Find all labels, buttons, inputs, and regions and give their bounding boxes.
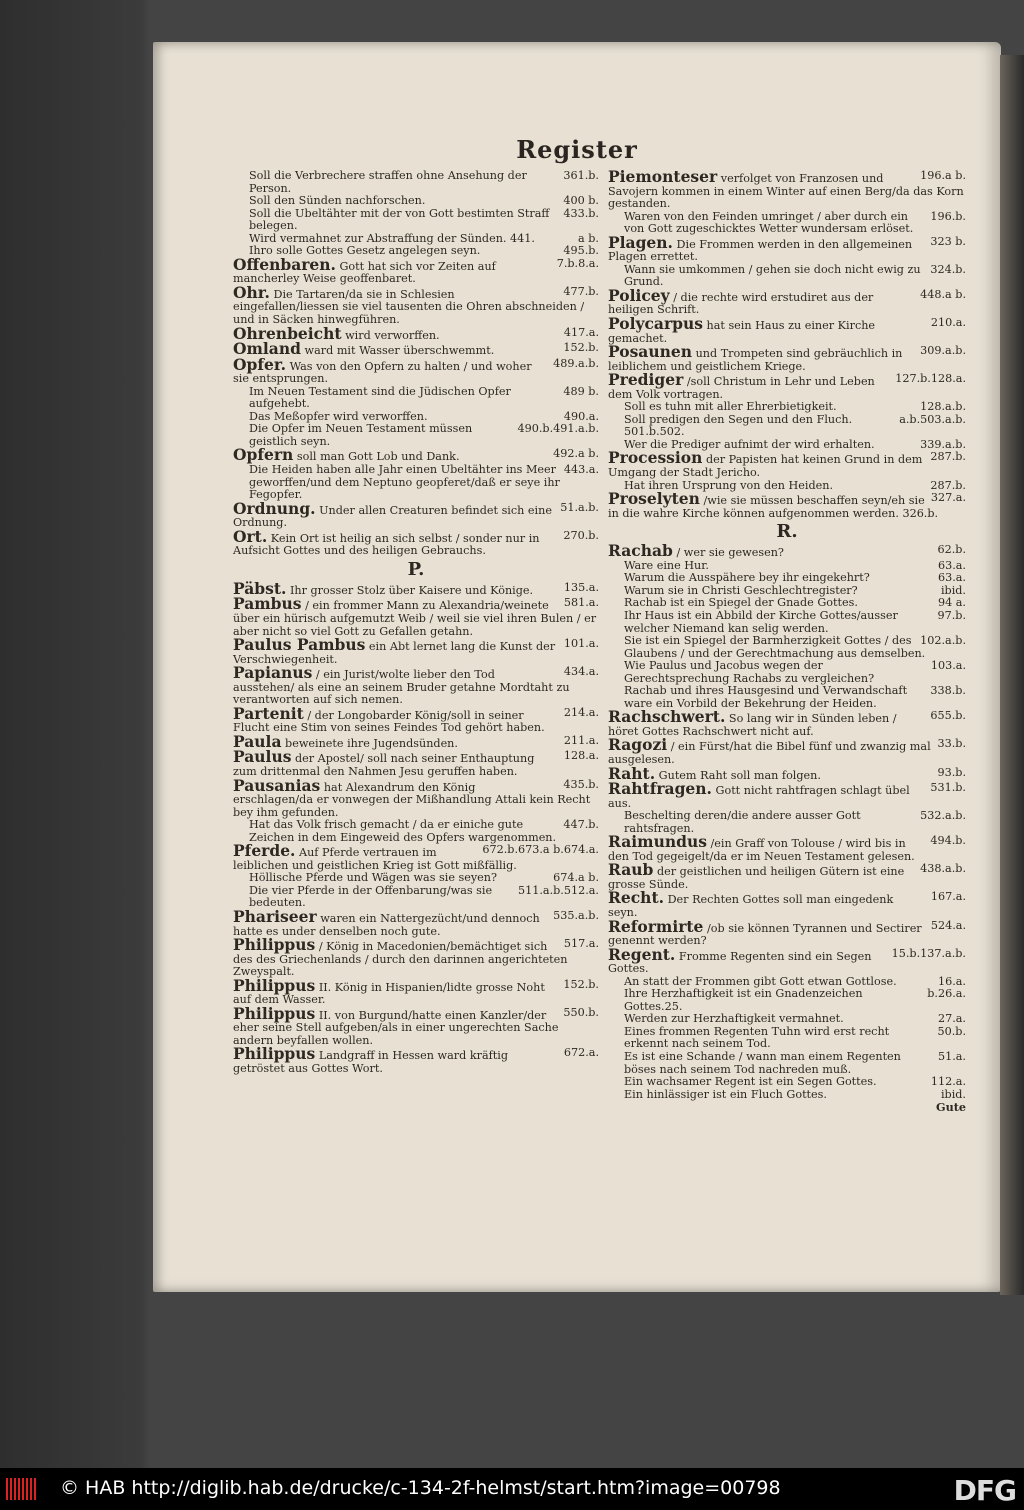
subentry-text: Höllische Pferde und Wägen was sie seyen? [249, 871, 498, 885]
entry-headword: Pausanias [233, 775, 321, 795]
subentry-text: Es ist eine Schande / wann man einem Regenten böses nach seinem Tod nachreden muß. [624, 1050, 901, 1076]
page-reference: 339.a.b. [920, 437, 966, 451]
subentry-text: Ein hinlässiger ist ein Fluch Gottes. [624, 1087, 827, 1101]
index-entry [233, 635, 599, 666]
index-entry [608, 167, 966, 211]
subentry-text: Soll die Verbrechere straffen ohne Ansehung der Person. [249, 169, 527, 195]
entry-text: der Apostel/ soll nach seiner Enthauptung zum drittenmal den Nahmen Jesu geruffen haben. [233, 752, 535, 778]
subentry-text: Soll den Sünden nachforschen. [249, 194, 426, 208]
index-subentry [608, 635, 966, 660]
page-reference: 309.a.b. [920, 344, 966, 358]
page-reference: 103.a. [930, 659, 966, 673]
index-entry [233, 498, 599, 530]
entry-headword: Opfer. [233, 354, 287, 374]
entry-text: / König in Macedonien/bemächtiget sich des des Griechenlands / durch den darinnen angerichteten Zweyspalt. [233, 940, 568, 979]
index-subentry [608, 414, 966, 439]
subentry-text: Hat das Volk frisch gemacht / da er einiche gute Zeichen in dem Eingeweid des Opfers wargenommen. [249, 818, 557, 844]
index-entry [608, 314, 966, 345]
entry-text: Kein Ort ist heilig an sich selbst / sonder nur in Aufsicht Gottes und des heiligen Gebrauchs. [233, 531, 540, 558]
subentry-text: Ein wachsamer Regent ist ein Segen Gottes. [624, 1075, 877, 1089]
index-entry [233, 975, 599, 1007]
page-reference: 338.b. [930, 684, 966, 698]
entry-text: soll man Gott Lob und Dank. [296, 450, 460, 464]
subentry-text: Soll die Ubeltähter mit der von Gott bestimten Straff belegen. [249, 206, 550, 233]
entry-text: Ihr grosser Stolz über Kaisere und Könige. [289, 583, 534, 597]
index-entry [233, 935, 599, 979]
entry-headword: Opfern [233, 445, 294, 465]
index-entry [233, 775, 599, 820]
index-entry [608, 342, 966, 373]
page-reference: 323 b. [930, 234, 966, 248]
subentry-text: Ware eine Hur. [624, 558, 709, 572]
page-reference: 102.a.b. [920, 634, 966, 648]
entry-text: Landgraff in Hessen ward kräftig getröstet aus Gottes Wort. [233, 1049, 509, 1075]
section-letter: R. [776, 521, 798, 543]
entry-headword: Ohr. [233, 282, 270, 302]
index-entry [608, 916, 966, 948]
entry-text: Die Frommen werden in den allgemeinen Plagen errettet. [608, 237, 913, 264]
index-subentry [608, 610, 966, 635]
entry-text: Fromme Regenten sind ein Segen Gottes. [608, 949, 872, 976]
page-reference: 63.a. [937, 571, 966, 585]
page-reference: 433.b. [563, 206, 599, 220]
page-reference: 7.b.8.a. [556, 256, 599, 270]
entry-headword: Reformirte [608, 916, 704, 936]
entry-text: / ein frommer Mann zu Alexandria/weinete über ein hürisch aufgemutzt Weib / weil sie viel ihren Bulen / er aber nicht so viel Gott zu Gefallen getahn. [233, 599, 597, 638]
entry-headword: Partenit [233, 703, 304, 723]
subentry-text: Wer die Prediger aufnimt der wird erhalten. [624, 437, 875, 451]
index-entry [608, 489, 966, 520]
page-reference: 27.a. [937, 1012, 966, 1026]
index-subentry [608, 1089, 966, 1102]
subentry-text: Wie Paulus und Jacobus wegen der Gerechtsprechung Rachabs zu vergleichen? [624, 659, 875, 685]
page-reference: 51.a.b. [560, 500, 599, 514]
entry-text: / wer sie gewesen? [676, 546, 784, 560]
subentry-text: Soll es tuhn mit aller Ehrerbietigkeit. [624, 400, 837, 414]
entry-text: der geistlichen und heiligen Gütern ist eine grosse Sünde. [608, 865, 905, 891]
index-entry [608, 541, 966, 561]
entry-headword: Plagen. [608, 232, 673, 252]
index-entry [233, 1044, 599, 1075]
page-reference: 50.b. [937, 1024, 966, 1038]
entry-text: wird verworffen. [345, 328, 440, 342]
entry-text: und Trompeten sind gebräuchlich in leiblichem und geistlichem Kriege. [608, 347, 903, 373]
page-reference: 511.a.b.512.a. [518, 883, 599, 897]
entry-text: Die Tartaren/da sie in Schlesien eingefallen/liessen sie viel tausenten die Ohren abschneiden / und in Säcken hinwegführen. [233, 287, 585, 327]
index-entry [233, 663, 599, 707]
page-reference: 101.a. [563, 637, 599, 651]
page-reference: 435.b. [563, 777, 599, 791]
index-entry [233, 594, 599, 638]
entry-headword: Prediger [608, 370, 684, 390]
index-entry [233, 841, 599, 872]
index-entry [233, 526, 599, 558]
index-entry [608, 285, 966, 317]
page-reference: 490.b.491.a.b. [517, 422, 599, 436]
page-reference: a.b.503.a.b. [899, 412, 966, 426]
subentry-text: Soll predigen den Segen und den Fluch. 501.b.502. [624, 412, 853, 439]
entry-headword: Rachschwert. [608, 707, 726, 727]
subentry-text: Ihro solle Gottes Gesetz angelegen seyn. [249, 244, 481, 258]
entry-text: Gutem Raht soll man folgen. [658, 768, 821, 782]
index-subentry [233, 208, 599, 233]
entry-headword: Papianus [233, 663, 313, 683]
page-reference: 443.a. [563, 463, 599, 477]
subentry-text: Werden zur Herzhaftigkeit vermahnet. [624, 1012, 844, 1026]
entry-text: Der Rechten Gottes soll man eingedenk seyn. [608, 893, 894, 919]
entry-headword: Recht. [608, 888, 665, 908]
book-page [153, 42, 1001, 1292]
entry-headword: Paulus Pambus [233, 635, 366, 655]
entry-text: So lang wir in Sünden leben / höret Gottes Rachschwert nicht auf. [608, 712, 897, 738]
page-reference: 532.a.b. [920, 809, 966, 823]
subentry-text: Eines frommen Regenten Tuhn wird erst recht erkennt nach seinem Tod. [624, 1024, 890, 1051]
entry-text: ein Abt lernet lang die Kunst der Verschwiegenheit. [233, 640, 556, 666]
entry-text: II. König in Hispanien/lidte grosse Noht auf dem Wasser. [233, 980, 545, 1007]
index-entry [608, 735, 966, 766]
page-reference: 93.b. [937, 765, 966, 779]
subentry-text: Hat ihren Ursprung von den Heiden. [624, 478, 834, 492]
entry-headword: Pambus [233, 594, 302, 614]
index-entry [233, 747, 599, 778]
entry-text: Under allen Creaturen befindet sich eine Ordnung. [233, 503, 552, 530]
index-entry [233, 906, 599, 938]
entry-headword: Paula [233, 731, 282, 751]
index-subentry [608, 1051, 966, 1076]
entry-headword: Raht. [608, 763, 656, 783]
index-entry [608, 860, 966, 891]
subentry-text: Rachab ist ein Spiegel der Gnade Gottes. [624, 596, 858, 610]
entry-headword: Proselyten [608, 489, 700, 509]
page-reference: 448.a b. [920, 287, 966, 301]
entry-headword: Philippus [233, 975, 316, 995]
entry-text: hat sein Haus zu einer Kirche gemachet. [608, 319, 876, 345]
entry-headword: Offenbaren. [233, 254, 336, 274]
entry-text: Auf Pferde vertrauen im leiblichen und geistlichen Krieg ist Gott mißfällig. [233, 846, 517, 872]
index-entry [608, 779, 966, 810]
page-reference: 196.a b. [920, 169, 966, 182]
entry-text: Was von den Opfern zu halten / und woher sie entsprungen. [233, 359, 532, 386]
entry-text: der Papisten hat keinen Grund in dem Umgang der Stadt Jericho. [608, 453, 923, 480]
entry-text: / die rechte wird erstudiret aus der heiligen Schrift. [608, 290, 874, 317]
page-reference: 270.b. [563, 528, 599, 542]
page-reference: 196.b. [930, 209, 966, 223]
page-reference: 417.a. [563, 325, 599, 339]
copyright-link[interactable]: © HAB http://diglib.hab.de/drucke/c-134-2f-helmst/start.htm?image=00798 [60, 1477, 781, 1499]
index-entry [233, 703, 599, 735]
subentry-text: Ihre Herzhaftigkeit ist ein Gnadenzeichen Gottes.25. [624, 987, 863, 1013]
page-reference: 655.b. [930, 709, 966, 723]
entry-text: beweinete ihre Jugendsünden. [285, 736, 458, 750]
entry-headword: Ohrenbeicht [233, 323, 342, 343]
footer-bar [0, 1468, 1024, 1510]
index-entry [608, 888, 966, 919]
entry-headword: Phariseer [233, 906, 317, 926]
index-subentry [608, 660, 966, 685]
index-entry [608, 832, 966, 863]
page-reference: 97.b. [937, 608, 966, 622]
entry-text: hat Alexandrum den König erschlagen/da er vonwegen der Mißhandlung Attali kein Recht bey ihm gefunden. [233, 780, 591, 819]
entry-headword: Philippus [233, 1003, 316, 1023]
section-letter: P. [407, 558, 425, 580]
page-reference: b.26.a. [927, 987, 966, 1001]
page-reference: 128.a.b. [920, 400, 966, 414]
entry-headword: Ragozi [608, 735, 668, 755]
index-column-left [233, 170, 599, 1076]
entry-headword: Philippus [233, 1044, 316, 1064]
entry-text: / ein Jurist/wolte lieber den Tod ausstehen/ als eine an seinem Bruder getahne Mordtaht zu verantworten auf sich nemen. [233, 668, 570, 707]
page-reference: 51.a. [937, 1050, 966, 1063]
index-entry [608, 944, 966, 976]
page-reference: 211.a. [563, 733, 599, 747]
page-reference: 152.b. [563, 977, 599, 991]
page-reference: 94 a. [937, 596, 966, 610]
entry-headword: Paulus [233, 747, 292, 767]
index-entry [608, 707, 966, 738]
index-entry [608, 370, 966, 401]
page-reference: 531.b. [930, 781, 966, 795]
subentry-text: Wann sie umkommen / gehen sie doch nicht ewig zu Grund. [624, 262, 921, 289]
index-subentry [233, 386, 599, 411]
index-subentry [608, 1026, 966, 1051]
index-entry [233, 254, 599, 286]
page-reference: a b. [578, 231, 599, 245]
page-reference: 62.b. [937, 543, 966, 557]
subentry-text: Warum sie in Christi Geschlechtregister? [624, 583, 858, 597]
index-subentry [233, 464, 599, 502]
entry-headword: Rahtfragen. [608, 779, 712, 799]
page-reference: 33.b. [937, 737, 966, 751]
page-reference: 550.b. [563, 1005, 599, 1019]
page-reference: 327.a. [930, 491, 966, 505]
entry-headword: Policey [608, 285, 670, 305]
page-reference: 434.a. [563, 665, 599, 679]
entry-headword: Regent. [608, 944, 676, 964]
page-reference: 447.b. [563, 818, 599, 832]
entry-text: /ob sie können Tyrannen und Sectirer genennt werden? [608, 921, 922, 948]
page-reference: 438.a.b. [920, 862, 966, 876]
page-reference: 16.a. [937, 974, 966, 988]
page-reference: 494.b. [930, 834, 966, 848]
page-reference: 490.a. [563, 409, 599, 423]
index-entry [233, 339, 599, 359]
subentry-text: Rachab und ihres Hausgesind und Verwandschaft ware ein Vorbild der Bekehrung der Heiden. [624, 684, 908, 710]
index-subentry [608, 988, 966, 1013]
page-reference: 477.b. [563, 284, 599, 298]
entry-text: /ein Graff von Tolouse / wird bis in den Tod gegeigelt/da er im Neuen Testament gelesen. [608, 837, 915, 863]
entry-text: /wie sie müssen beschaffen seyn/eh sie in die wahre Kirche können aufgenommen werden. 326.b. [608, 494, 939, 520]
entry-text: Gott hat sich vor Zeiten auf mancherley Weise geoffenbaret. [233, 259, 496, 286]
page-reference: 324.b. [930, 262, 966, 276]
subentry-text: Das Meßopfer wird verworffen. [249, 409, 428, 423]
entry-headword: Posaunen [608, 342, 693, 362]
catchword: Gute [936, 1100, 966, 1115]
page-reference: 674.a b. [553, 871, 599, 885]
entry-headword: Raimundus [608, 832, 707, 852]
entry-headword: Rachab [608, 541, 673, 561]
subentry-text: Ihr Haus ist ein Abbild der Kirche Gottes/ausser welcher Niemand kan selig werden. [624, 608, 898, 635]
entry-headword: Ort. [233, 526, 268, 546]
page-reference: 112.a. [930, 1075, 966, 1089]
page-reference: 210.a. [930, 316, 966, 330]
entry-text: verfolget von Franzosen und Savojern kommen in einem Winter auf einen Berg/da das Korn gestanden. [608, 172, 964, 211]
entry-headword: Procession [608, 448, 703, 468]
index-entry [233, 445, 599, 465]
subentry-text: Waren von den Feinden umringet / aber durch ein von Gott zugeschicktes Wetter wundersam erlöset. [624, 209, 914, 236]
subentry-text: Die Opfer im Neuen Testament müssen geistlich seyn. [249, 422, 473, 448]
entry-text: /soll Christum in Lehr und Leben dem Volk vortragen. [608, 375, 875, 401]
page-reference: ibid. [940, 583, 966, 597]
index-column-right [608, 167, 966, 1115]
page-reference: 63.a. [937, 558, 966, 572]
page-reference: 135.a. [563, 580, 599, 594]
page-reference: 492.a b. [553, 447, 599, 461]
hab-logo-icon [6, 1478, 38, 1500]
subentry-text: Die vier Pferde in der Offenbarung/was sie bedeuten. [249, 883, 493, 910]
entry-text: / ein Fürst/hat die Bibel fünf und zwanzig mal ausgelesen. [608, 740, 931, 766]
subentry-text: An statt der Frommen gibt Gott etwan Gottlose. [624, 974, 897, 988]
entry-text: ward mit Wasser überschwemmt. [304, 344, 495, 358]
page-reference: 287.b. [930, 450, 966, 464]
page-reference: 535.a.b. [553, 908, 599, 922]
page-reference: 167.a. [930, 890, 966, 904]
entry-text: II. von Burgund/hatte einen Kanzler/der eher seine Stell aufgeben/als in einer ungerechten Sache andern beyfallen wollen. [233, 1008, 559, 1047]
page-reference: 128.a. [563, 749, 599, 763]
index-entry [233, 1003, 599, 1048]
entry-headword: Ordnung. [233, 498, 316, 518]
page-reference: 489.a.b. [553, 356, 599, 370]
page-reference: 214.a. [563, 705, 599, 719]
page-reference: 672.a. [563, 1046, 599, 1060]
entry-text: waren ein Nattergezücht/und dennoch hatte es under denselben noch gute. [233, 911, 540, 938]
subentry-text: Warum die Ausspähere bey ihr eingekehrt? [624, 571, 870, 585]
page-reference: ibid. [940, 1087, 966, 1101]
index-entry [233, 282, 599, 327]
entry-text: Gott nicht rahtfragen schlagt übel aus. [608, 784, 910, 810]
entry-headword: Polycarpus [608, 314, 703, 334]
page-reference: 152.b. [563, 341, 599, 355]
next-page-edge [1000, 55, 1024, 1295]
page-reference: 517.a. [563, 937, 599, 951]
entry-text: / der Longobarder König/soll in seiner Flucht eine Stim von seines Feindes Tod gehört haben. [233, 708, 545, 735]
page-title: Register [516, 135, 638, 164]
index-entry [608, 232, 966, 264]
entry-headword: Philippus [233, 935, 316, 955]
entry-headword: Päbst. [233, 578, 287, 598]
dfg-logo: DFG [953, 1474, 1016, 1507]
page-reference: 581.a. [563, 596, 599, 610]
entry-headword: Omland [233, 339, 301, 359]
subentry-text: Die Heiden haben alle Jahr einen Ubeltähter ins Meer geworffen/und dem Neptuno geopferet/daß er seye ihr Fegopfer. [249, 463, 560, 502]
index-entry [233, 354, 599, 386]
index-subentry [233, 170, 599, 195]
page-reference: 15.b.137.a.b. [891, 946, 966, 960]
page-reference: 400 b. [563, 194, 599, 208]
subentry-text: Beschelting deren/die andere ausser Gott rahtsfragen. [624, 809, 861, 835]
subentry-text: Wird vermahnet zur Abstraffung der Sünden. 441. [249, 231, 535, 245]
entry-headword: Raub [608, 860, 654, 880]
page-reference: 361.b. [563, 169, 599, 182]
subentry-text: Im Neuen Testament sind die Jüdischen Opfer aufgehebt. [249, 384, 511, 411]
page-reference: 127.b.128.a. [895, 372, 966, 386]
entry-headword: Pferde. [233, 841, 296, 861]
page-reference: 672.b.673.a b.674.a. [482, 843, 599, 857]
page-reference: 524.a. [930, 918, 966, 932]
entry-headword: Piemonteser [608, 167, 718, 186]
page-reference: 287.b. [930, 478, 966, 492]
page-reference: 495.b. [563, 244, 599, 258]
index-entry [608, 448, 966, 480]
page-reference: 489 b. [563, 384, 599, 398]
subentry-text: Sie ist ein Spiegel der Barmherzigkeit Gottes / des Glaubens / und der Gerechtmachung aus demselben. [624, 634, 926, 660]
